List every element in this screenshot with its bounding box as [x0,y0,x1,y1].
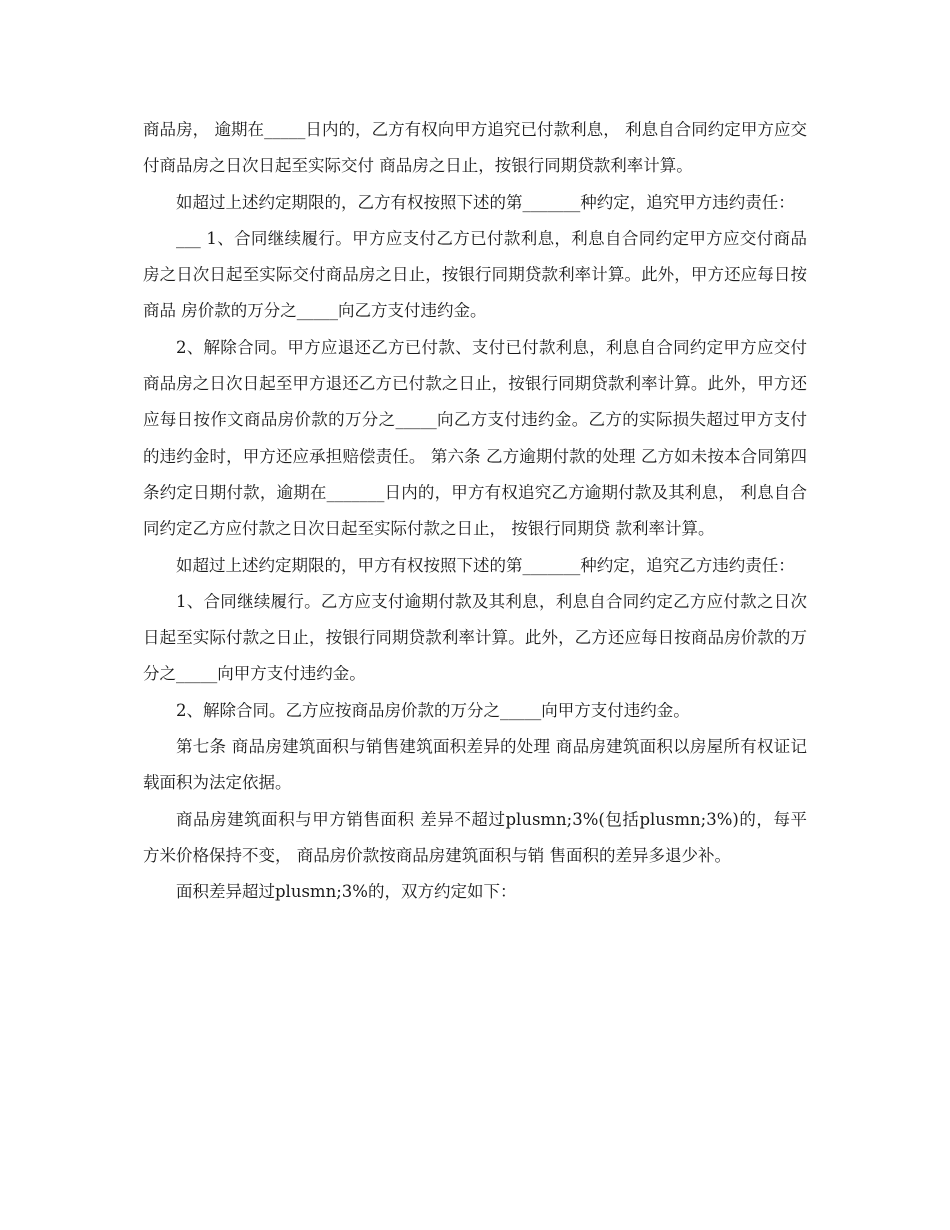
document-page [143,112,813,911]
paragraph-3: ___ 1、合同继续履行。甲方应支付乙方已付款利息，利息自合同约定甲方应交付商品房之日次日起至实际交付商品房之日止，按银行同期贷款利率计算。此外，甲方还应每日按商品 房价款的万分之_____向乙方支付违约金。 [143,228,807,321]
paragraph-1: 商品房， 逾期在_____日内的，乙方有权向甲方追究已付款利息， 利息自合同约定甲方应交付商品房之日次日起至实际交付 商品房之日止，按银行同期贷款利率计算。 [143,120,807,176]
paragraph-6: 1、合同继续履行。乙方应支付逾期付款及其利息，利息自合同约定乙方应付款之日次日起至实际付款之日止，按银行同期贷款利率计算。此外，乙方还应每日按商品房价款的万 分之_____向甲方支付违约金。 [143,591,813,684]
paragraph-8: 第七条 商品房建筑面积与销售建筑面积差异的处理 商品房建筑面积以房屋所有权证记载面积为法定依据。 [143,737,807,793]
paragraph-10: 面积差异超过plusmn;3%的，双方约定如下： [176,882,517,902]
paragraph-5: 如超过上述约定期限的，甲方有权按照下述的第_______种约定，追究乙方违约责任： [176,555,795,575]
paragraph-9: 商品房建筑面积与甲方销售面积 差异不超过plusmn;3%(包括plusmn;3%)的，每平方米价格保持不变， 商品房价款按商品房建筑面积与销 售面积的差异多退少补。 [143,809,807,865]
paragraph-7: 2、解除合同。乙方应按商品房价款的万分之_____向甲方支付违约金。 [176,700,690,720]
paragraph-4: 2、解除合同。甲方应退还乙方已付款、支付已付款利息，利息自合同约定甲方应交付商品房之日次日起至甲方退还乙方已付款之日止，按银行同期贷款利率计算。此外，甲方还 应每日按作文商品房价款的万分之_____向乙方支付违约金。乙方的实际损失超过甲方支付的违约金时，甲方还应承担赔偿责任。 第六条 乙方逾期付款的处理 乙方如未按本合同第四条约定日期付款，逾期在_______日内的，甲方有权追究乙方逾期付款及其利息， 利息自合同约定乙方应付款之日次日起至实际付款之日止， 按银行同期贷 款利率计算。 [143,337,813,539]
paragraph-2: 如超过上述约定期限的，乙方有权按照下述的第_______种约定，追究甲方违约责任： [176,192,795,212]
